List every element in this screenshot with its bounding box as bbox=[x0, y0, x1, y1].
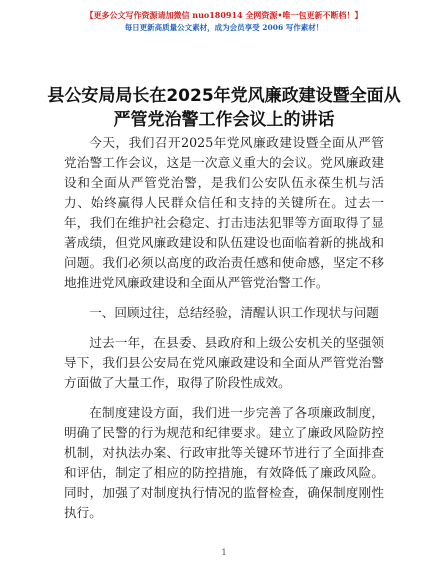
promo-line-2: 每日更新高质量公文素材，成为会员享受 2006 写作素材！ bbox=[124, 23, 324, 32]
section-heading-1: 一、回顾过往，总结经验，清醒认识工作现状与问题 bbox=[89, 305, 379, 320]
document-title: 县公安局局长在2025年党风廉政建设暨全面从严管党治警工作会议上的讲话 bbox=[47, 86, 401, 130]
paragraph-institution-building: 在制度建设方面，我们进一步完善了各项廉政制度，明确了民警的行为规范和纪律要求。建立了廉政风险防控机制，对执法办案、行政审批等关键环节进行了全面排查和评估，制定了相应的防控措施，有效降低了廉政风险。同时，加强了对制度执行情况的监督检查，确保制度刚性执行。 bbox=[64, 405, 384, 520]
paragraph-review: 过去一年，在县委、县政府和上级公安机关的坚强领导下，我们县公安局在党风廉政建设和全面从严管党治警方面做了大量工作，取得了阶段性成效。 bbox=[64, 335, 384, 390]
promo-line-1: 【更多公文写作资源请加微信 nuo180914 全网资源•唯一包更新不断档！】 bbox=[85, 10, 363, 20]
document-body bbox=[64, 133, 384, 533]
paragraph-intro: 今天，我们召开2025年党风廉政建设暨全面从严管党治警工作会议，这是一次意义重大的会议。党风廉政建设和全面从严管党治警，是我们公安队伍永葆生机与活力、始终赢得人民群众信任和支持的关键所在。过去一年，我们在维护社会稳定、打击违法犯罪等方面取得了显著成绩，但党风廉政建设和队伍建设也面临着新的挑战和问题。我们必须以高度的政治责任感和使命感，坚定不移地推进党风廉政建设和全面从严管党治警工作。 bbox=[64, 135, 384, 290]
page-number: 1 bbox=[221, 548, 227, 557]
promo-header bbox=[0, 9, 448, 34]
